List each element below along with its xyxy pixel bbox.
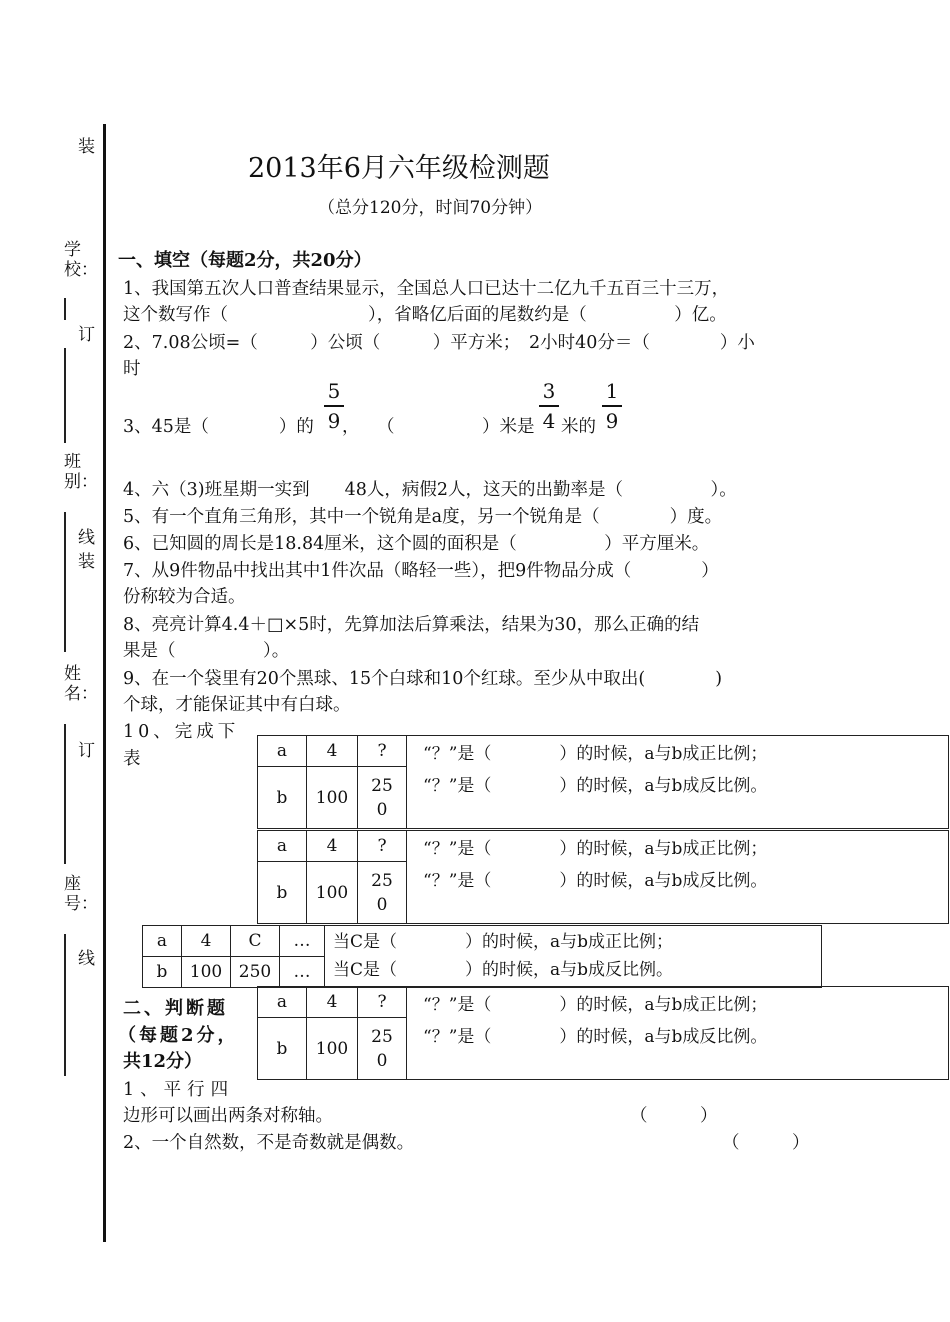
fraction-3-4: [539, 378, 559, 434]
table-prompt: [407, 736, 949, 829]
q5: 5、有一个直角三角形，其中一个锐角是a度，另一个锐角是（ ）度。: [123, 507, 723, 527]
binding-label-school: 学校：: [64, 240, 98, 280]
table-cell: 25 0: [358, 1018, 407, 1080]
table-cell: …: [280, 926, 325, 957]
page-subtitle: （总分120分，时间70分钟）: [318, 198, 543, 218]
s2-q2-answer: （ ）: [722, 1133, 810, 1153]
section2-heading-line2: （每题2分，: [118, 1025, 239, 1046]
s2-q1-line1: 1、平行四: [123, 1080, 235, 1100]
binding-dash: [64, 298, 66, 320]
fraction-numerator: 1: [605, 379, 619, 403]
q2-line2: 时: [123, 359, 141, 379]
table-cell: b: [258, 767, 307, 829]
table-cell: 100: [307, 862, 358, 924]
table-prompt-line: “？”是（ ）的时候，a与b成正比例；: [423, 839, 768, 859]
table-cell: 100: [182, 957, 231, 988]
table-cell: b: [143, 957, 182, 988]
binding-label-xian: 线: [78, 949, 95, 969]
q2-line1: 2、7.08公顷=（ ）公顷（ ）平方米； 2小时40分＝（ ）小: [123, 333, 755, 353]
fraction-5-9: [324, 378, 344, 434]
table-prompt-line: “？”是（ ）的时候，a与b成正比例；: [423, 995, 768, 1015]
fraction-denominator: 9: [605, 408, 619, 433]
table-cell: …: [280, 957, 325, 988]
table-prompt: [325, 926, 822, 988]
table-cell: 100: [307, 767, 358, 829]
binding-label-seat: 座号：: [64, 874, 98, 914]
table-cell: 4: [307, 736, 358, 767]
binding-label-name: 姓名：: [64, 664, 98, 704]
table-cell: C: [231, 926, 280, 957]
q3-part-c: 米的: [561, 417, 596, 437]
q3-part-a: 3、45是（ ）的: [123, 417, 314, 437]
table-cell: a: [258, 987, 307, 1018]
q10-line2: 表: [123, 749, 141, 769]
table-cell: 250: [231, 957, 280, 988]
q3-part-b: ， （ ）米是: [342, 417, 535, 437]
binding-dash: [64, 934, 66, 1076]
s2-q2: 2、一个自然数，不是奇数就是偶数。: [123, 1133, 415, 1153]
fraction-1-9: [602, 378, 622, 434]
q8-line2: 果是（ ）。: [123, 641, 290, 661]
table-cell: 4: [182, 926, 231, 957]
binding-label-ding-2: 订: [78, 741, 95, 761]
binding-line: [103, 124, 106, 1242]
table-cell: ?: [358, 736, 407, 767]
fraction-denominator: 9: [327, 408, 341, 433]
table-prompt: [407, 987, 949, 1080]
q10-line1: 10、完成下: [123, 722, 240, 742]
proportion-table-2: [257, 830, 949, 924]
table-cell: a: [258, 831, 307, 862]
proportion-table-1: [257, 735, 949, 829]
q9-line2: 个球，才能保证其中有白球。: [123, 695, 351, 715]
binding-label-zhuang: 装: [78, 137, 95, 157]
table-cell: 4: [307, 987, 358, 1018]
table-prompt: [407, 831, 949, 924]
fraction-numerator: 5: [327, 379, 341, 403]
fraction-bar: [602, 405, 622, 407]
table-cell: ?: [358, 987, 407, 1018]
table-prompt-line: “？”是（ ）的时候，a与b成正比例；: [423, 744, 768, 764]
table-cell: 4: [307, 831, 358, 862]
fraction-bar: [539, 405, 559, 407]
q4: 4、六（3)班星期一实到 48人，病假2人，这天的出勤率是（ ）。: [123, 480, 737, 500]
table-prompt-line: “？”是（ ）的时候，a与b成反比例。: [423, 1027, 768, 1047]
page-title: 2013年6月六年级检测题: [248, 153, 550, 184]
table-cell: 25 0: [358, 862, 407, 924]
s2-q1-answer: （ ）: [630, 1106, 718, 1126]
table-cell: ?: [358, 831, 407, 862]
proportion-table-3: [257, 986, 949, 1080]
proportion-table-c: [142, 925, 822, 988]
q7-line2: 份称较为合适。: [123, 587, 246, 607]
binding-dash: [64, 348, 66, 443]
table-cell: a: [258, 736, 307, 767]
binding-label-xianzhuang: 线装: [78, 528, 95, 572]
fraction-numerator: 3: [542, 379, 556, 403]
table-cell: b: [258, 1018, 307, 1080]
table-prompt-line: “？”是（ ）的时候，a与b成反比例。: [423, 871, 768, 891]
q9-line1: 9、在一个袋里有20个黑球、15个白球和10个红球。至少从中取出( ): [123, 669, 723, 689]
table-prompt-line: 当C是（ ）的时候，a与b成正比例；: [333, 932, 674, 952]
q1-line2: 这个数写作（ ），省略亿后面的尾数约是（ ）亿。: [123, 305, 727, 325]
q7-line1: 7、从9件物品中找出其中1件次品（略轻一些），把9件物品分成（ ）: [123, 561, 719, 581]
fraction-denominator: 4: [542, 408, 556, 433]
binding-dash: [64, 512, 66, 652]
binding-dash: [64, 724, 66, 864]
fraction-bar: [324, 405, 344, 407]
table-cell: 25 0: [358, 767, 407, 829]
table-cell: b: [258, 862, 307, 924]
table-cell: 100: [307, 1018, 358, 1080]
section2-heading-line3: 共12分）: [123, 1051, 203, 1072]
table-cell: a: [143, 926, 182, 957]
s2-q1-line2: 边形可以画出两条对称轴。: [123, 1106, 333, 1126]
section2-heading-line1: 二、判断题: [123, 998, 228, 1019]
table-prompt-line: “？”是（ ）的时候，a与b成反比例。: [423, 776, 768, 796]
binding-label-ding-1: 订: [78, 325, 95, 345]
q6: 6、已知圆的周长是18.84厘米，这个圆的面积是（ ）平方厘米。: [123, 534, 710, 554]
q8-line1: 8、亮亮计算4.4＋□×5时，先算加法后算乘法，结果为30，那么正确的结: [123, 615, 700, 635]
binding-label-class: 班别：: [64, 452, 98, 492]
table-prompt-line: 当C是（ ）的时候，a与b成反比例。: [333, 960, 674, 980]
section1-heading: 一、填空（每题2分，共20分）: [118, 250, 372, 271]
q1-line1: 1、我国第五次人口普查结果显示，全国总人口已达十二亿九千五百三十三万，: [123, 279, 730, 299]
